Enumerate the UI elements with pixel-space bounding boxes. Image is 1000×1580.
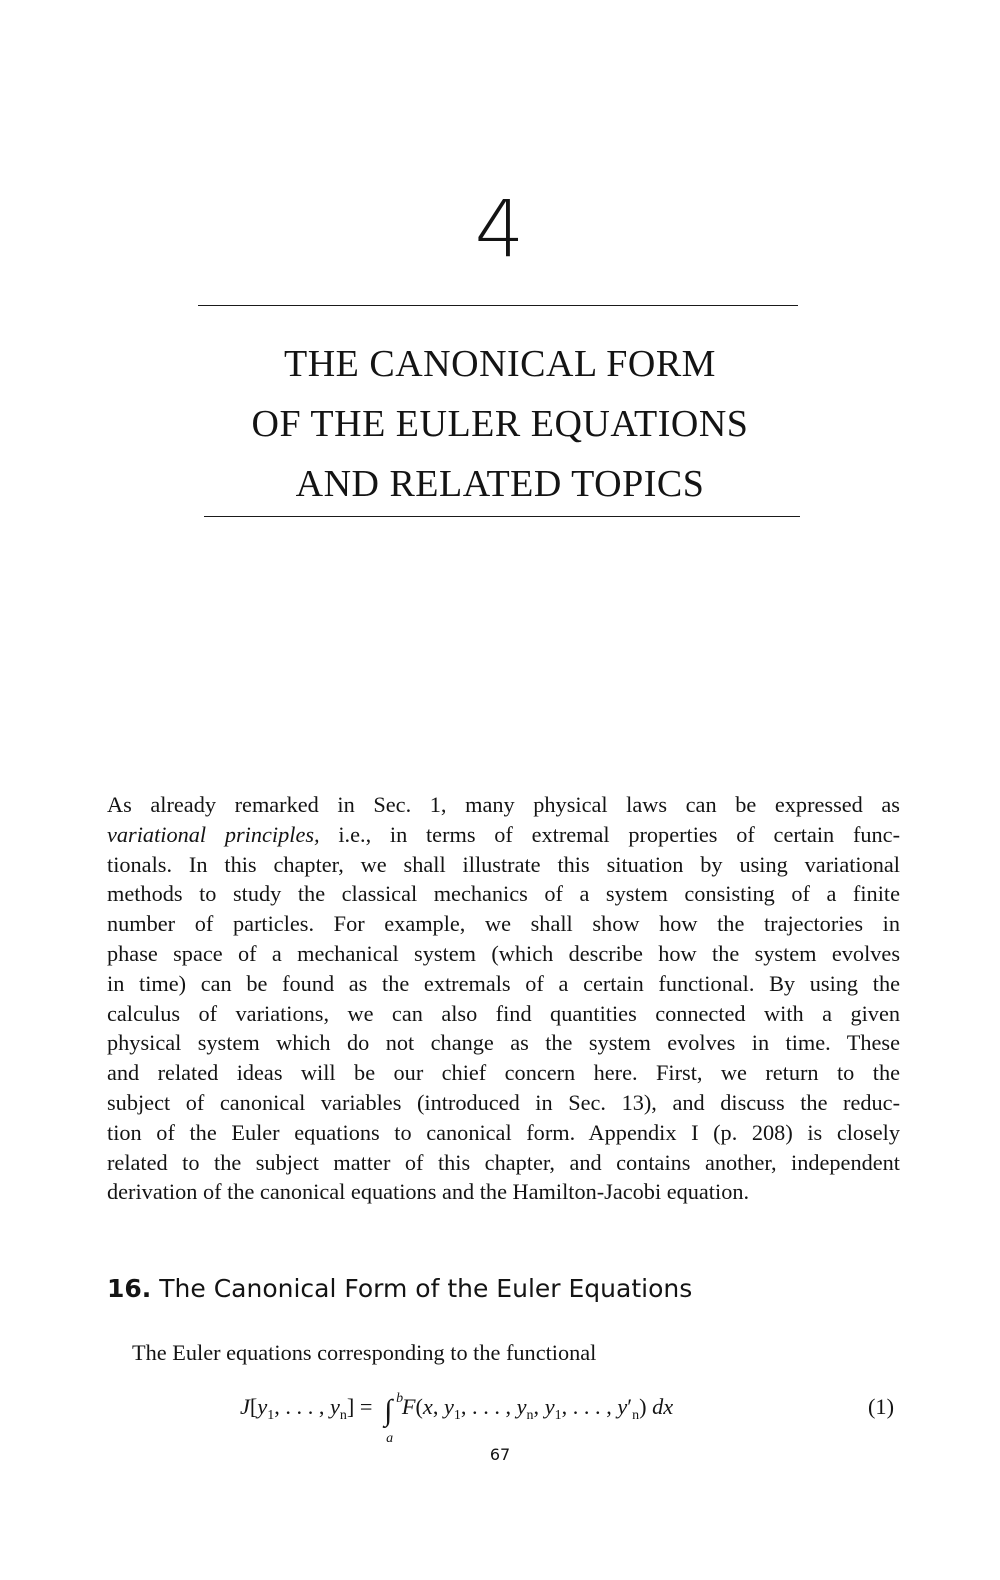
chapter-title-line-1: THE CANONICAL FORM bbox=[284, 343, 716, 385]
chapter-number: 4 bbox=[474, 185, 526, 275]
intro-line: physical system which do not change as the system evolves in time. These bbox=[107, 1030, 900, 1056]
integral-lower-limit: a bbox=[386, 1431, 394, 1446]
section-heading bbox=[107, 1273, 692, 1305]
chapter-title-line-2: OF THE EULER EQUATIONS bbox=[251, 403, 749, 445]
intro-line: phase space of a mechanical system (which describe how the system evolves bbox=[107, 940, 900, 966]
intro-italic-term: variational principles, bbox=[107, 821, 320, 847]
intro-line: related to the subject matter of this chapter, and contains another, independent bbox=[107, 1149, 900, 1175]
intro-line: subject of canonical variables (introduced in Sec. 13), and discuss the reduc- bbox=[107, 1089, 900, 1115]
chapter-title bbox=[0, 334, 1000, 514]
section-number: 16. bbox=[107, 1274, 152, 1303]
intro-line: number of particles. For example, we shall show how the trajectories in bbox=[107, 911, 900, 937]
intro-line: calculus of variations, we can also find quantities connected with a given bbox=[107, 1000, 900, 1026]
intro-line: variational principles, i.e., in terms of extremal properties of certain func- bbox=[107, 821, 900, 847]
page-number: 67 bbox=[489, 1445, 511, 1464]
section-lead: The Euler equations corresponding to the functional bbox=[132, 1340, 597, 1365]
integral-upper-limit: b bbox=[396, 1391, 404, 1406]
intro-line: methods to study the classical mechanics of a system consisting of a finite bbox=[107, 881, 900, 907]
intro-line: As already remarked in Sec. 1, many physical laws can be expressed as bbox=[107, 792, 900, 817]
intro-paragraph bbox=[107, 790, 900, 1207]
intro-line: tion of the Euler equations to canonical form. Appendix I (p. 208) is closely bbox=[107, 1119, 900, 1145]
rule-top bbox=[198, 305, 798, 306]
rule-bottom bbox=[204, 516, 800, 517]
chapter-title-line-3: AND RELATED TOPICS bbox=[295, 463, 705, 505]
equation-number: (1) bbox=[868, 1394, 894, 1419]
intro-line: in time) can be found as the extremals of a certain functional. By using the bbox=[107, 970, 900, 996]
equation-1: $J[y_1$, . . . , $y_n$] = ∫ b a F(x, $y_1$, . . . , $y_n$, $y_1$, . . . , $y'_n$) dx bbox=[240, 1390, 673, 1433]
integral-sign: ∫ b a bbox=[384, 1394, 392, 1428]
intro-line: tionals. In this chapter, we shall illustrate this situation by using variational bbox=[107, 851, 900, 877]
section-title: The Canonical Form of the Euler Equations bbox=[159, 1274, 693, 1303]
intro-line: derivation of the canonical equations and the Hamilton-Jacobi equation. bbox=[107, 1179, 750, 1205]
intro-line: and related ideas will be our chief concern here. First, we return to the bbox=[107, 1060, 900, 1086]
